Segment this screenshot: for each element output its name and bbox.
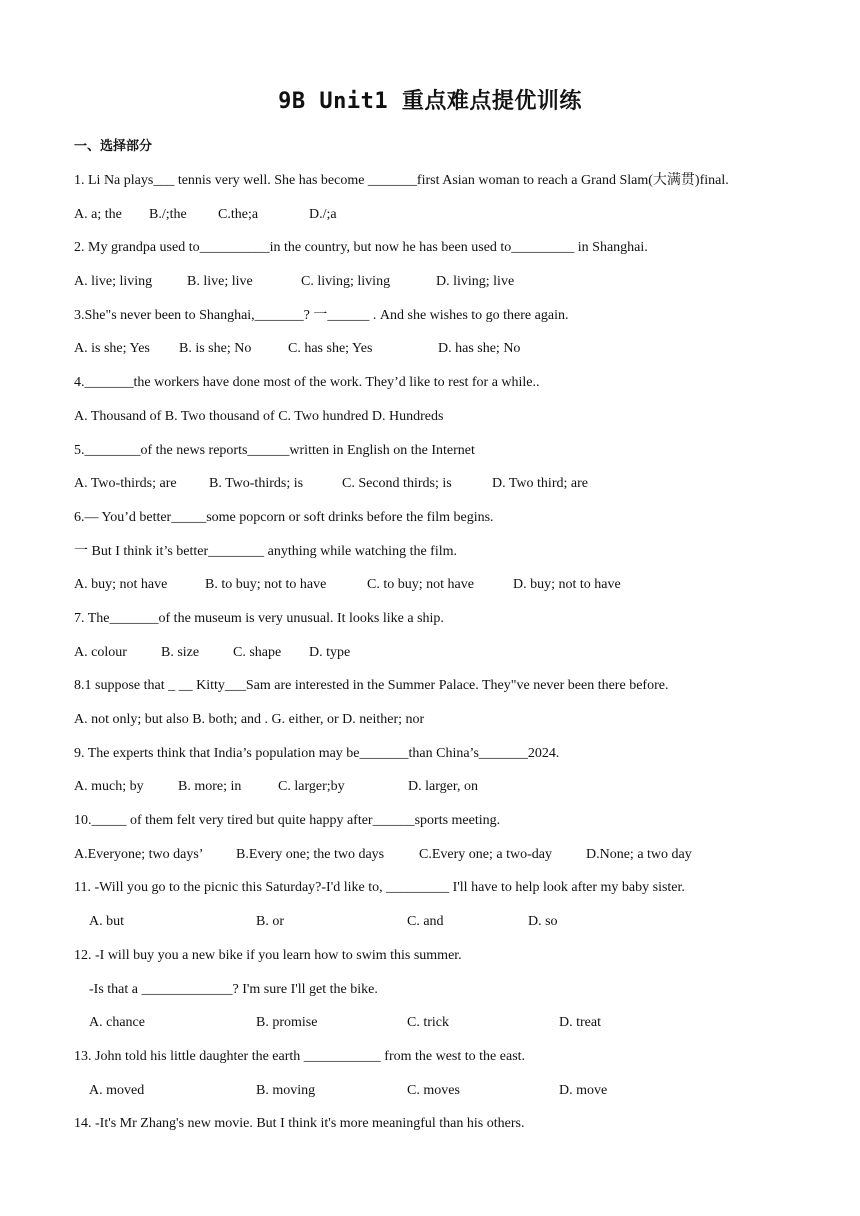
option-b: B. or (256, 914, 284, 930)
question-13: 13. John told his little daughter the earth ___________ from the west to the east. (74, 1048, 526, 1064)
option-d: D. move (559, 1082, 608, 1098)
option-d: D.None; a two day (586, 846, 692, 862)
option-c: C. and (407, 914, 444, 930)
option-d: D. living; live (436, 274, 515, 290)
options-6 (74, 568, 814, 602)
option-d: D. has she; No (438, 341, 521, 357)
option-b: B. more; in (178, 779, 242, 795)
option-b: B. size (161, 644, 200, 660)
question-14: 14. -It's Mr Zhang's new movie. But I think it's more meaningful than his others. (74, 1116, 525, 1132)
question-12: 12. -I will buy you a new bike if you learn how to swim this summer. (74, 947, 462, 963)
option-b: B./;the (149, 206, 187, 222)
option-a: A. chance (89, 1015, 145, 1031)
options-11 (74, 905, 814, 939)
option-c: C. shape (233, 644, 282, 660)
option-a: A. buy; not have (74, 577, 168, 593)
option-d: D./;a (309, 206, 337, 222)
options-10 (74, 838, 814, 872)
option-c: C. moves (407, 1082, 460, 1098)
option-b: B. Two-thirds; is (209, 476, 304, 492)
option-a: A. colour (74, 644, 127, 660)
option-d: D. treat (559, 1015, 601, 1031)
option-d: D. so (528, 914, 558, 930)
question-6-reply: 一 But I think it’s better________ anything while watching the film. (74, 543, 458, 559)
options-5 (74, 467, 814, 501)
question-7: 7. The_______of the museum is very unusual. It looks like a ship. (74, 610, 444, 626)
section-heading: 一、选择部分 (74, 139, 153, 154)
option-c: C. has she; Yes (288, 341, 373, 357)
question-10: 10._____ of them felt very tired but quite happy after______sports meeting. (74, 813, 501, 829)
options-4: A. Thousand of B. Two thousand of C. Two hundred D. Hundreds (74, 408, 444, 424)
question-11: 11. -Will you go to the picnic this Saturday?-I'd like to, _________ I'll have to help look after my baby sister. (74, 880, 685, 896)
question-5: 5.________of the news reports______written in English on the Internet (74, 442, 475, 458)
option-a: A. moved (89, 1082, 145, 1098)
option-b: B. is she; No (179, 341, 252, 357)
option-a: A.Everyone; two days’ (74, 846, 204, 862)
question-3: 3.She"s never been to Shanghai,_______? 一______ . And she wishes to go there again. (74, 307, 569, 323)
question-9: 9. The experts think that India’s population may be_______than China’s_______2024. (74, 745, 560, 761)
option-a: A. much; by (74, 779, 144, 795)
option-d: D. Two third; are (492, 476, 588, 492)
option-d: D. type (309, 644, 351, 660)
option-a: A. but (89, 914, 124, 930)
option-c: C. trick (407, 1015, 449, 1031)
options-3 (74, 332, 814, 366)
option-c: C.Every one; a two-day (419, 846, 552, 862)
question-6: 6.— You’d better_____some popcorn or soft drinks before the film begins. (74, 509, 494, 525)
options-9 (74, 770, 814, 804)
option-b: B. live; live (187, 274, 253, 290)
options-8: A. not only; but also B. both; and . G. either, or D. neither; nor (74, 712, 425, 727)
option-c: C. to buy; not have (367, 577, 474, 593)
option-d: D. buy; not to have (513, 577, 621, 593)
page-title: 9B Unit1 重点难点提优训练 (278, 89, 582, 114)
option-c: C. larger;by (278, 779, 345, 795)
question-8: 8.1 suppose that _ __ Kitty___Sam are interested in the Summer Palace. They"ve never been there before. (74, 678, 669, 694)
option-b: B. to buy; not to have (205, 577, 327, 593)
question-list (74, 164, 814, 1141)
question-4: 4._______the workers have done most of the work. They’d like to rest for a while.. (74, 375, 540, 391)
options-7 (74, 636, 814, 670)
option-a: A. Two-thirds; are (74, 476, 177, 492)
option-a: A. live; living (74, 274, 153, 290)
option-b: B.Every one; the two days (236, 846, 385, 862)
options-1 (74, 198, 814, 232)
option-c: C.the;a (218, 206, 259, 222)
option-b: B. moving (256, 1082, 316, 1098)
option-c: C. living; living (301, 274, 391, 290)
question-2: 2. My grandpa used to__________in the country, but now he has been used to_________ in Shanghai. (74, 240, 648, 256)
options-13 (74, 1074, 814, 1108)
question-1: 1. Li Na plays___ tennis very well. She has become _______first Asian woman to reach a Grand Slam(大满贯)final. (74, 173, 729, 188)
options-2 (74, 265, 814, 299)
option-d: D. larger, on (408, 779, 478, 795)
option-b: B. promise (256, 1015, 318, 1031)
option-a: A. is she; Yes (74, 341, 150, 357)
options-12 (74, 1006, 814, 1040)
option-c: C. Second thirds; is (342, 476, 452, 492)
option-a: A. a; the (74, 206, 122, 222)
question-12-reply: -Is that a _____________? I'm sure I'll get the bike. (89, 981, 378, 997)
